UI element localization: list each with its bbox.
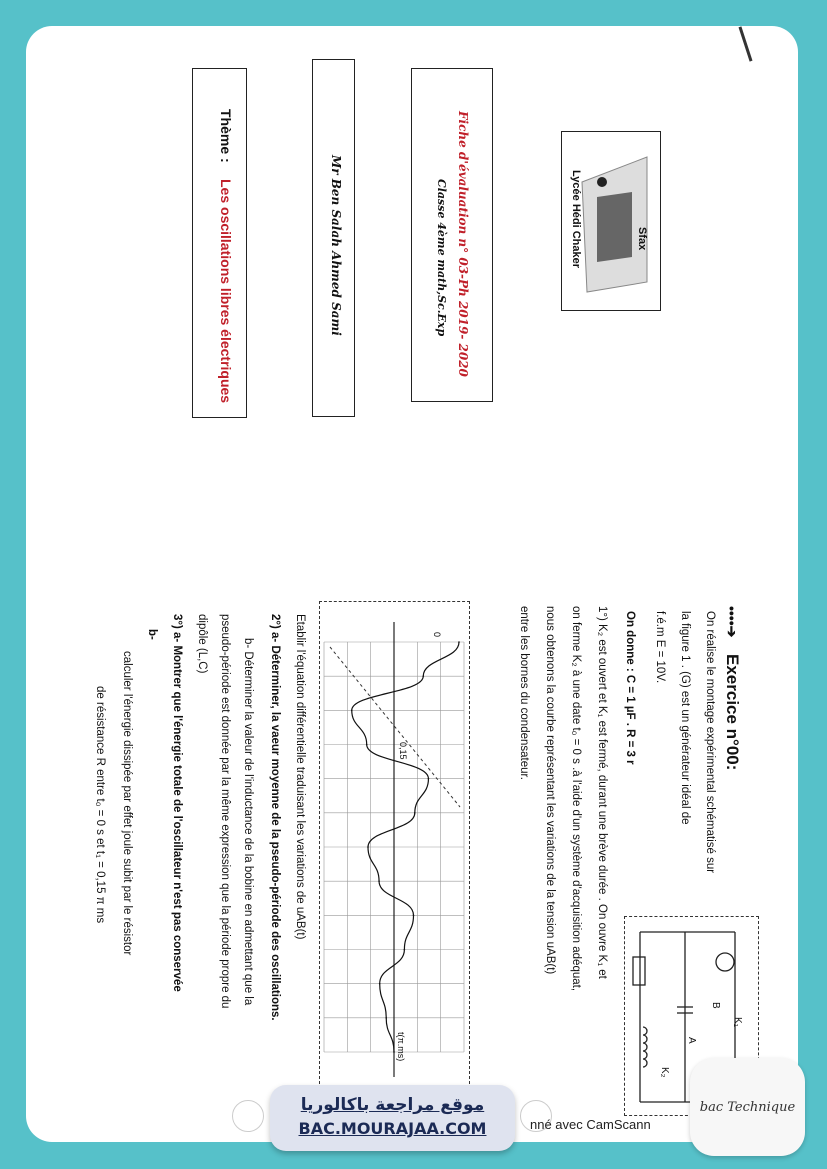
oscillation-graph [319,601,470,1094]
b-label: B [710,1002,721,1009]
question-3b-label: b- [146,629,158,640]
k2-label: K₂ [659,1067,670,1078]
exercise-line: entre les bornes du condensateur. [518,606,530,780]
school-name: Lycée Hédi Chaker [570,170,582,269]
exercise-line: on ferme K₂ à une date t₀ = 0 s .à l'aide d'un système d'acquisition adéquat, [570,606,582,992]
graph-axis-label: t(π.ms) [396,1032,406,1062]
site-banner-url[interactable]: BAC.MOURAJAA.COM [298,1119,487,1138]
left-site-logo-icon [232,1100,264,1132]
bac-technique-badge [690,1058,805,1156]
theme-label: Thème : [218,109,234,163]
exercise-arrow: ••••➔ [724,606,740,638]
question-2a: 2°) a- Déterminer, la vaeur moyenne de la pseudo-période des oscillations. [269,614,281,1021]
school-logo-box [561,131,661,311]
exercise-line: f.é.m E = 10V. [654,611,666,684]
a-label: A [686,1037,697,1044]
data-point [378,880,380,882]
scan-artifact [739,26,753,61]
bac-technique-label: bac Technique [699,1099,796,1115]
data-point [366,744,368,746]
question-3a: 3°) a- Montrer que l'énergie totale de l'oscillateur n'est pas conservée [171,614,183,992]
fiche-class: Classe 4ème math,Sc.Exp [435,179,448,337]
exercise-title: Exercice n°00: [723,654,742,771]
site-banner-arabic[interactable]: موقع مراجعة باكالوريا [300,1095,485,1115]
data-point [413,915,415,917]
k1-label: K₁ [732,1017,743,1028]
exercise-line: On réalise le montage expérimental schématisé sur [704,611,716,874]
data-point [367,846,369,848]
exercise-line: 1°) K₂ est ouvert et K₁ est fermé, durant une brève durée . On ouvre K₁ et [596,606,608,979]
data-point [385,1017,387,1019]
theme-value: Les oscillations libres électriques [218,179,234,404]
question-3b-line2: de résistance R entre t₀ = 0 s et t₁ = 0,15 π ms [94,686,106,924]
teacher-box [312,59,355,417]
teacher-name: Mr Ben Salah Ahmed Sami [329,155,343,336]
oscillation-chart [320,602,468,1092]
camscanner-watermark: nné avec CamScann [530,1117,651,1132]
data-point [404,949,406,951]
question-2b-line1: b- Déterminer la valeur de l'inductance de la bobine en admettant que la [242,638,254,1006]
fiche-box [411,68,493,402]
fiche-title: Fiche d'évaluation n° 03-Ph 2019- 2020 [456,111,470,377]
site-banner[interactable] [270,1085,515,1151]
question-3b-line1: calculer l'énergie dissipée par effet joule subit par le résistor [121,651,133,956]
data-point [393,1051,395,1053]
data-point [351,710,353,712]
question-2b-line2: pseudo-période est donnée par la même expression que la période propre du [219,614,231,1009]
data-point [379,983,381,985]
scanned-page [26,26,798,1142]
theme-box [192,68,247,418]
question-2b-line3: dipôle (L,C) [196,614,208,674]
question-establish: Etablir l'équation différentielle traduisant les variations de uAB(t) [294,614,306,940]
data-point [458,641,460,643]
exercise-line: On donne : C = 1 µF . R = 3 r [624,611,636,765]
exercise-line: la figure 1 . (G) est un générateur idéal de [679,611,691,825]
data-point [422,675,424,677]
data-point [428,778,430,780]
data-point [414,812,416,814]
school-city: Sfax [636,227,648,251]
exercise-line: nous obtenons la courbe représentant les variations de la tension uAB(t) [544,606,556,975]
graph-tick-label: 0,15 [398,742,408,760]
graph-zero-label: 0 [432,632,442,638]
